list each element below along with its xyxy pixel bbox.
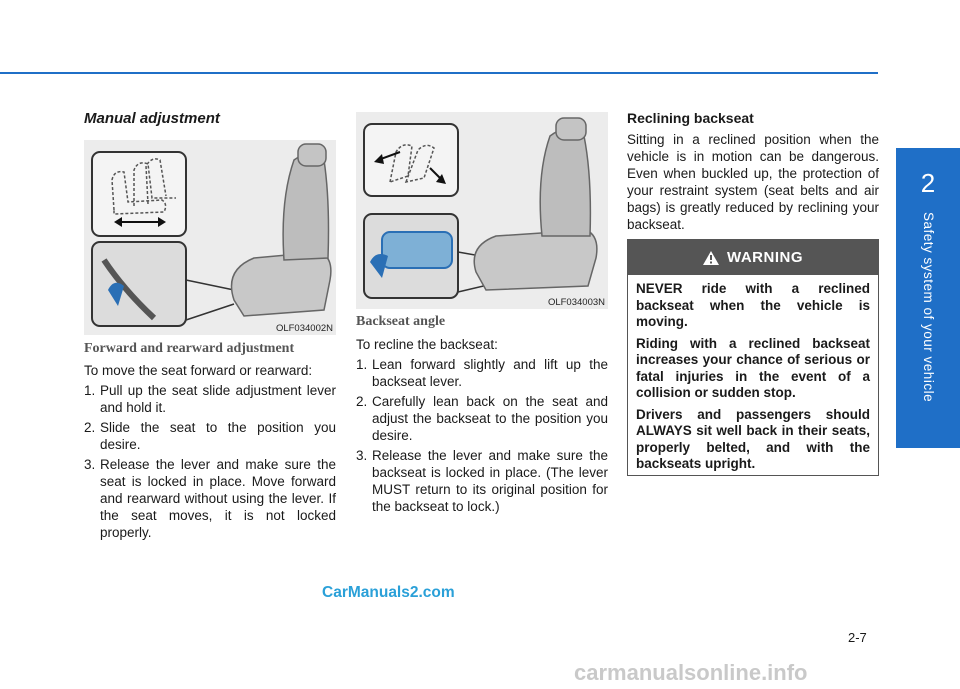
- list-item: 1. Pull up the seat slide adjustment lever and hold it.: [84, 383, 336, 415]
- chapter-number: 2: [920, 168, 936, 198]
- backseat-recline-illustration: [356, 112, 608, 309]
- warning-box: [627, 239, 879, 476]
- warning-body: [628, 275, 878, 473]
- section-body-forward-rearward: [84, 362, 336, 541]
- list-item: 1. Lean forward slightly and lift up the backseat lever.: [356, 357, 608, 389]
- step-list: [356, 356, 608, 515]
- list-item: 3. Release the lever and make sure the backseat is locked in place. (The lever MUST return to its original position for the backseat to lock.): [356, 448, 608, 514]
- list-item: 3. Release the lever and make sure the seat is locked in place. Move forward and rearward without using the lever. If the seat moves, it is not locked properly.: [84, 457, 336, 540]
- warning-header: [628, 240, 878, 275]
- seat-slide-illustration: [84, 140, 336, 335]
- warning-label: WARNING: [727, 249, 803, 266]
- figure-code: OLF034003N: [547, 297, 605, 308]
- section-body-reclining-backseat: Sitting in a reclined position when the vehicle is in motion can be dangerous. Even when buckled up, the protection of your restraint system (seat belts and air bags) is greatly reduced by reclining your backseat.: [627, 132, 879, 232]
- top-rule: [0, 72, 878, 74]
- warning-paragraph: NEVER ride with a reclined backseat when the vehicle is moving.: [636, 281, 870, 329]
- page-number: 2-7: [848, 630, 867, 645]
- section-intro: To recline the backseat:: [356, 337, 498, 352]
- warning-triangle-icon: [703, 251, 719, 265]
- watermark-carmanualsonline: carmanualsonline.info: [574, 660, 808, 685]
- warning-paragraph: Drivers and passengers should ALWAYS sit well back in their seats, properly belted, and with the backseats upright.: [636, 406, 870, 471]
- step-list: [84, 382, 336, 541]
- backseat-angle-figure: [356, 112, 608, 309]
- chapter-tab: [896, 148, 960, 448]
- seat-slide-figure: [84, 140, 336, 335]
- section-title-backseat-angle: Backseat angle: [356, 314, 446, 329]
- warning-paragraph: Riding with a reclined backseat increases your chance of serious or fatal injuries in the event of a collision or sudden stop.: [636, 335, 870, 400]
- section-title-reclining-backseat: Reclining backseat: [627, 110, 754, 126]
- chapter-title: Safety system of your vehicle: [921, 212, 936, 403]
- list-item: 2. Slide the seat to the position you desire.: [84, 420, 336, 452]
- list-item: 2. Carefully lean back on the seat and adjust the backseat to the position you desire.: [356, 394, 608, 443]
- manual-adjustment-heading: Manual adjustment: [84, 110, 220, 127]
- watermark-carmanuals2: CarManuals2.com: [322, 584, 455, 601]
- section-title-forward-rearward: Forward and rearward adjustment: [84, 341, 295, 356]
- section-intro: To move the seat forward or rearward:: [84, 363, 313, 378]
- figure-code: OLF034002N: [275, 323, 333, 334]
- section-body-backseat-angle: [356, 336, 608, 515]
